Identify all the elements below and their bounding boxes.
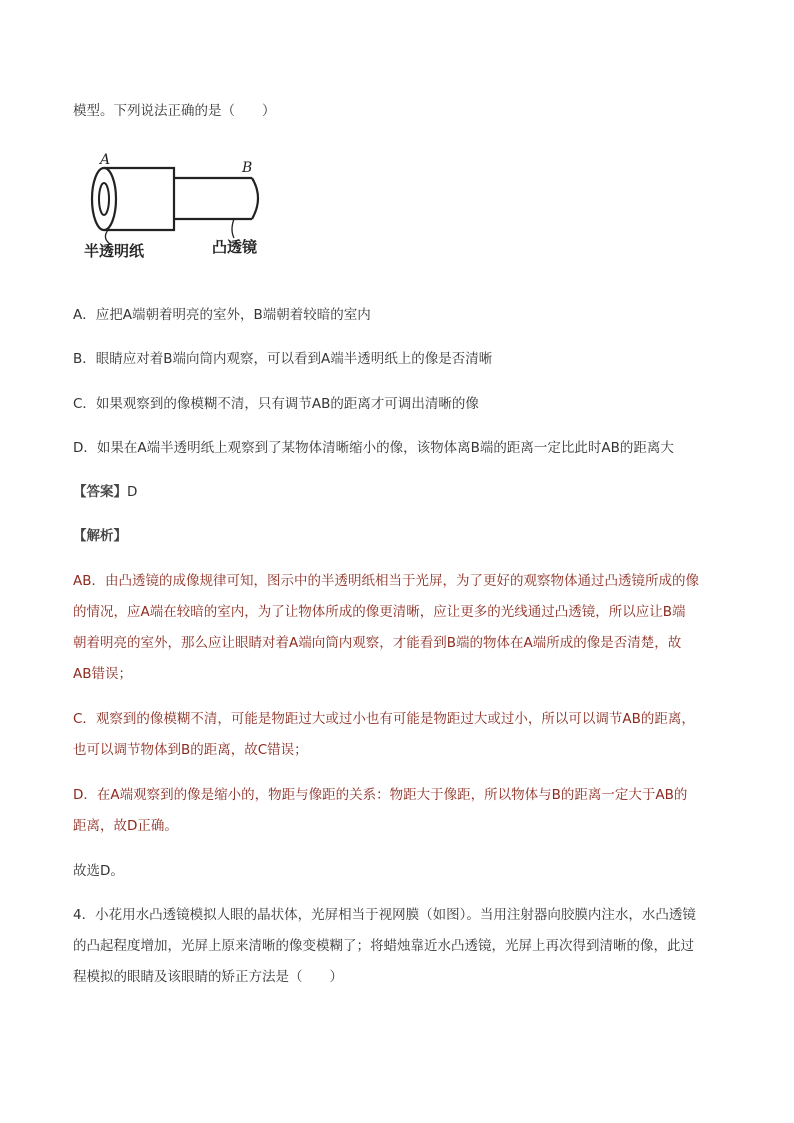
answer-value: D xyxy=(127,484,138,500)
analysis-line: AB．由凸透镜的成像规律可知，图示中的半透明纸相当于光屏，为了更好的观察物体通过凸透镜所成的像 xyxy=(73,573,699,589)
analysis-label: 【解析】 xyxy=(73,528,127,544)
option-d: D．如果在A端半透明纸上观察到了某物体清晰缩小的像，该物体离B端的距离一定比此时AB的距离大 xyxy=(73,440,674,456)
answer-line xyxy=(73,483,137,501)
conclusion: 故选D。 xyxy=(73,863,124,879)
answer-label: 【答案】 xyxy=(73,484,127,500)
analysis-line: C．观察到的像模糊不清，可能是物距过大或过小也有可能是物距过大或过小，所以可以调节AB的距离， xyxy=(73,711,695,727)
caption-translucent-paper: 半透明纸 xyxy=(84,242,145,260)
analysis-line: 的情况，应A端在较暗的室内，为了让物体所成的像更清晰，应让更多的光线通过凸透镜，所以应让B端 xyxy=(73,604,686,620)
question-stem-tail: 模型。下列说法正确的是（ ） xyxy=(73,103,276,119)
camera-model-figure xyxy=(84,150,284,262)
option-a: A．应把A端朝着明亮的室外，B端朝着较暗的室内 xyxy=(73,307,371,323)
analysis-line: D．在A端观察到的像是缩小的，物距与像距的关系：物距大于像距，所以物体与B的距离一定大于AB的 xyxy=(73,787,688,803)
question-4-line: 4．小花用水凸透镜模拟人眼的晶状体，光屏相当于视网膜（如图）。当用注射器向胶膜内注水，水凸透镜 xyxy=(73,907,696,923)
analysis-line: AB错误； xyxy=(73,666,132,682)
option-b: B．眼睛应对着B端向筒内观察，可以看到A端半透明纸上的像是否清晰 xyxy=(73,351,493,367)
analysis-line: 距离，故D正确。 xyxy=(73,818,178,834)
analysis-line: 也可以调节物体到B的距离，故C错误； xyxy=(73,742,308,758)
option-c: C．如果观察到的像模糊不清，只有调节AB的距离才可调出清晰的像 xyxy=(73,396,479,412)
label-a: A xyxy=(100,152,111,168)
label-b: B xyxy=(242,160,253,176)
question-4-line: 程模拟的眼睛及该眼睛的矫正方法是（ ） xyxy=(73,969,343,985)
analysis-line: 朝着明亮的室外，那么应让眼睛对着A端向筒内观察，才能看到B端的物体在A端所成的像是否清楚，故 xyxy=(73,635,682,651)
caption-convex-lens: 凸透镜 xyxy=(212,238,258,256)
question-4-line: 的凸起程度增加，光屏上原来清晰的像变模糊了；将蜡烛靠近水凸透镜，光屏上再次得到清晰的像，此过 xyxy=(73,938,694,954)
